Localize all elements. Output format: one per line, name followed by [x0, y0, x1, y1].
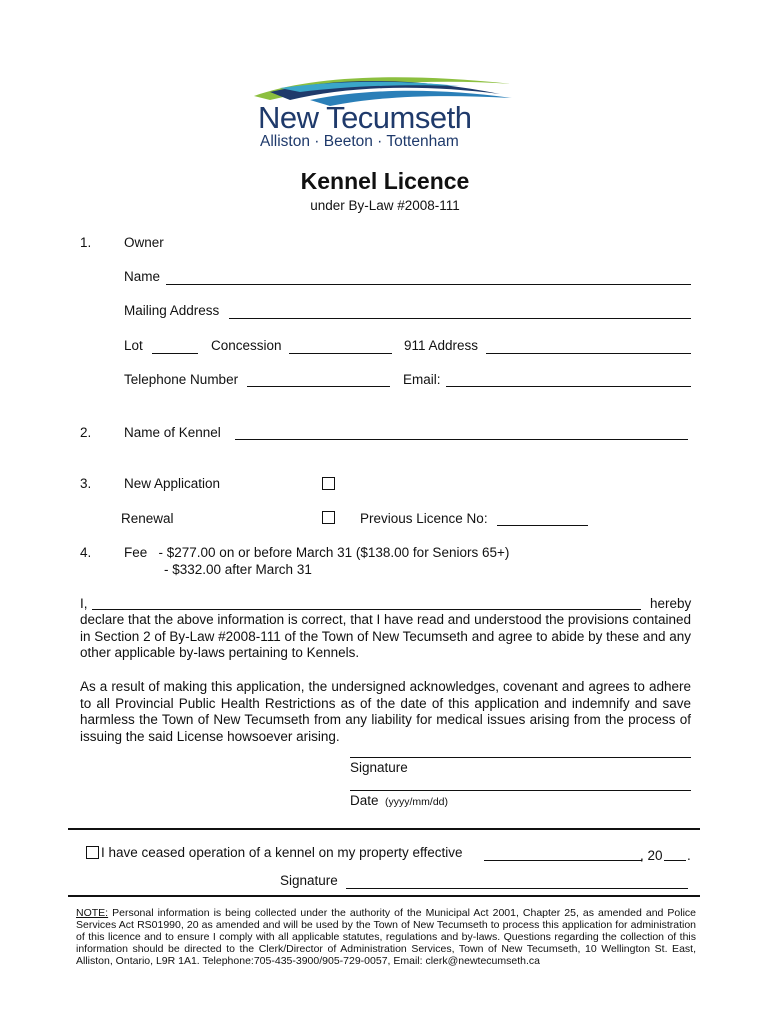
- owner-heading: Owner: [124, 235, 164, 250]
- ceased-date-field[interactable]: [484, 860, 642, 861]
- section-3-number: 3.: [80, 476, 92, 491]
- lot-label: Lot: [124, 338, 143, 353]
- declaration-prefix: I,: [80, 596, 88, 611]
- declaration-suffix: hereby: [650, 596, 692, 611]
- date-label: Date: [350, 793, 379, 808]
- note-label: NOTE:: [76, 907, 109, 919]
- ceased-top-rule: [68, 828, 700, 830]
- new-application-label: New Application: [124, 476, 221, 491]
- section-1-number: 1.: [80, 235, 92, 250]
- email-field[interactable]: [446, 386, 691, 387]
- name-field[interactable]: [166, 284, 691, 285]
- fee-line-1: Fee - $277.00 on or before March 31 ($138.00 for Seniors 65+): [124, 545, 510, 560]
- page-subtitle: under By-Law #2008-111: [310, 198, 460, 213]
- name-label: Name: [124, 269, 161, 284]
- ceased-year-field[interactable]: [664, 860, 686, 861]
- ceased-label: I have ceased operation of a kennel on my property effective: [101, 845, 463, 860]
- telephone-label: Telephone Number: [124, 372, 239, 387]
- ceased-signature-field[interactable]: [346, 888, 688, 889]
- ceased-year-suffix: .: [687, 848, 691, 863]
- logo-name: New Tecumseth: [258, 100, 472, 135]
- declarant-name-field[interactable]: [92, 609, 641, 610]
- concession-field[interactable]: [289, 353, 392, 354]
- section-4-number: 4.: [80, 545, 92, 560]
- 911-address-label: 911 Address: [404, 338, 479, 353]
- email-label: Email:: [403, 372, 441, 387]
- declaration-body: declare that the above information is correct, that I have read and understood the provisions contained in Section 2 of By-Law #2008-111 of the Town of New Tecumseth and agree to abide by these and any other applicable by-laws pertaining to Kennels.: [80, 612, 691, 660]
- signature-field[interactable]: [350, 757, 691, 758]
- date-field[interactable]: [350, 790, 691, 791]
- declaration-paragraph-2: As a result of making this application, the undersigned acknowledges, covenant and agrees to adhere to all Provincial Public Health Restrictions as of the date of this application and indemnify and save harmless the Town of New Tecumseth from any liability for medical issues arising from the process of issuing the said License howsoever arising.: [80, 679, 691, 744]
- logo-subtitle: Alliston · Beeton · Tottenham: [260, 133, 459, 150]
- ceased-signature-label: Signature: [280, 873, 338, 888]
- logo: [250, 70, 530, 152]
- kennel-name-field[interactable]: [235, 439, 688, 440]
- lot-field[interactable]: [152, 353, 198, 354]
- mailing-address-field[interactable]: [229, 318, 691, 319]
- new-application-checkbox[interactable]: [322, 477, 335, 490]
- previous-licence-field[interactable]: [497, 525, 588, 526]
- 911-address-field[interactable]: [486, 353, 691, 354]
- ceased-checkbox[interactable]: [86, 846, 99, 859]
- renewal-checkbox[interactable]: [322, 511, 335, 524]
- section-2-number: 2.: [80, 425, 92, 440]
- page-title: Kennel Licence: [300, 168, 470, 194]
- ceased-year-prefix: , 20: [640, 848, 663, 863]
- note-text: Personal information is being collected under the authority of the Municipal Act 2001, Chapter 25, as amended and Police Services Act RS01990, 20 as amended and will be used by the Town of New Tecumseth to process this application for administration of this licence and to ensure I comply with all applicable statutes, regulations and by-laws. Questions regarding the collection of this information should be directed to the Clerk/Director of Administration Services, Town of New Tecumseth, 10 Wellington St. East, Alliston, Ontario, L9R 1A1. Telephone:705-435-3900/905-729-0057, Email: clerk@newtecumseth.ca: [76, 907, 696, 967]
- privacy-note: [76, 907, 696, 967]
- ceased-bottom-rule: [68, 895, 700, 897]
- concession-label: Concession: [211, 338, 282, 353]
- date-format-hint: (yyyy/mm/dd): [385, 796, 448, 808]
- mailing-address-label: Mailing Address: [124, 303, 220, 318]
- previous-licence-label: Previous Licence No:: [360, 511, 488, 526]
- renewal-label: Renewal: [121, 511, 174, 526]
- signature-label: Signature: [350, 760, 408, 775]
- fee-line-2: - $332.00 after March 31: [164, 562, 312, 577]
- telephone-field[interactable]: [247, 386, 390, 387]
- kennel-name-label: Name of Kennel: [124, 425, 221, 440]
